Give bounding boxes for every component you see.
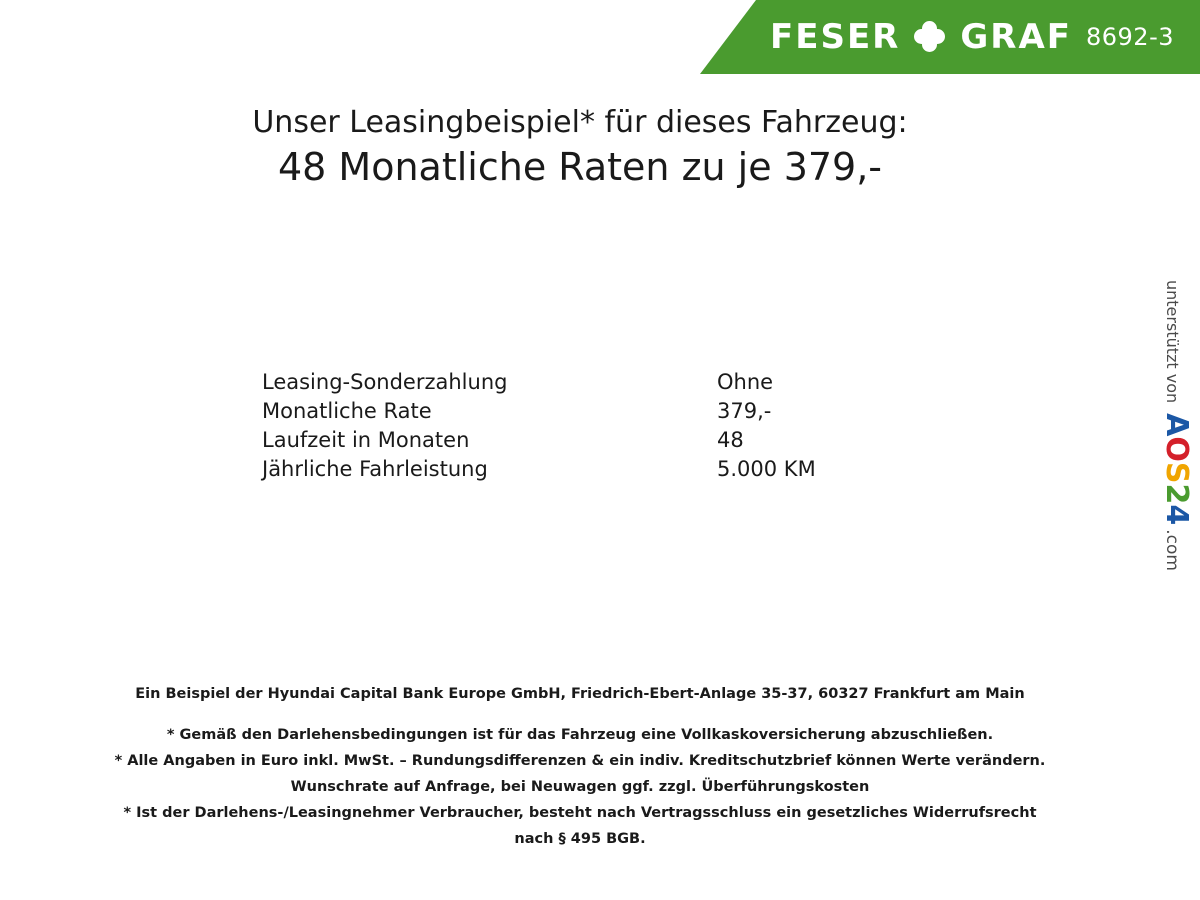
brand-name-left: FESER bbox=[770, 17, 901, 57]
aos24-logo-o: O bbox=[1159, 436, 1194, 462]
table-row bbox=[262, 368, 816, 397]
aos24-logo-tld: .com bbox=[1162, 529, 1182, 571]
brand-logo bbox=[770, 0, 1072, 74]
brand-name-right: GRAF bbox=[960, 17, 1072, 57]
supported-by-vertical bbox=[1159, 280, 1194, 571]
legal-note-4: * Ist der Darlehens-/Leasingnehmer Verbraucher, besteht nach Vertragsschluss ein gesetzliches Widerrufsrecht bbox=[123, 805, 1037, 821]
legal-bank-line: Ein Beispiel der Hyundai Capital Bank Europe GmbH, Friedrich-Ebert-Anlage 35-37, 60327 Frankfurt am Main bbox=[135, 686, 1025, 702]
table-row bbox=[262, 455, 816, 484]
table-row bbox=[262, 397, 816, 426]
detail-value: 5.000 KM bbox=[717, 457, 816, 481]
aos24-logo-4: 4 bbox=[1159, 504, 1194, 526]
aos24-logo-a: A bbox=[1159, 413, 1194, 437]
detail-value: Ohne bbox=[717, 370, 774, 394]
offer-number: 8692-3 bbox=[1085, 23, 1174, 51]
legal-note-1: * Gemäß den Darlehensbedingungen ist für das Fahrzeug eine Vollkaskoversicherung abzuschließen. bbox=[166, 727, 994, 743]
detail-label: Laufzeit in Monaten bbox=[262, 428, 470, 452]
detail-value: 48 bbox=[717, 428, 744, 452]
table-row bbox=[262, 426, 816, 455]
supported-by-strip bbox=[1154, 280, 1194, 640]
legal-note-3: Wunschrate auf Anfrage, bei Neuwagen ggf. zzgl. Überführungskosten bbox=[290, 779, 870, 795]
title-line-2: 48 Monatliche Raten zu je 379,- bbox=[277, 144, 883, 189]
leasing-details bbox=[262, 368, 816, 484]
aos24-logo-2: 2 bbox=[1159, 483, 1194, 505]
aos24-logo bbox=[1159, 413, 1194, 525]
page-title bbox=[0, 104, 1160, 191]
legal-footer bbox=[0, 684, 1160, 850]
clover-icon bbox=[914, 21, 946, 53]
legal-note-2: * Alle Angaben in Euro inkl. MwSt. – Rundungsdifferenzen & ein indiv. Kreditschutzbrief können Werte verändern. bbox=[114, 753, 1046, 769]
detail-label: Leasing-Sonderzahlung bbox=[262, 370, 508, 394]
legal-note-5: nach § 495 BGB. bbox=[514, 831, 646, 847]
detail-value: 379,- bbox=[717, 399, 772, 423]
title-line-1: Unser Leasingbeispiel* für dieses Fahrzeug: bbox=[252, 105, 908, 140]
leasing-details-table bbox=[262, 368, 816, 484]
supported-by-label: unterstützt von bbox=[1163, 280, 1182, 404]
detail-label: Jährliche Fahrleistung bbox=[262, 457, 488, 481]
detail-label: Monatliche Rate bbox=[262, 399, 432, 423]
aos24-logo-s: S bbox=[1159, 461, 1194, 484]
